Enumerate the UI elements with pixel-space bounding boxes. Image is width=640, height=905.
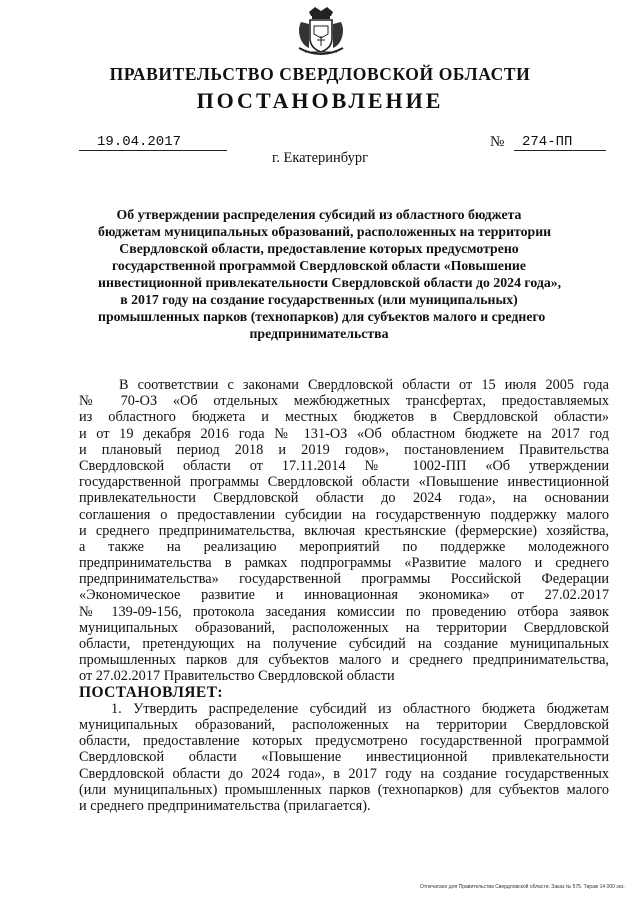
preamble-line: и от 19 декабря 2016 года № 131-ОЗ «Об областном бюджете на 2017 год	[79, 425, 609, 442]
title-line: бюджетам муниципальных образований, расположенных на территории	[98, 224, 552, 239]
preamble-line: а также на реализацию мероприятий по поддержке молодежного	[79, 538, 609, 555]
preamble-line: и плановый период 2018 и 2019 годов», постановлением Правительства	[79, 441, 609, 458]
item-1-line: (или муниципальных) промышленных парков (технопарков) для субъектов малого	[79, 781, 609, 798]
preamble-line: области, претендующих на получение субсидий на создание муниципальных	[79, 636, 609, 652]
item-1-line: и среднего предпринимательства (прилагается).	[79, 797, 371, 814]
preamble-line: и среднего предпринимательства, включая крестьянские (фермерские) хозяйства,	[79, 522, 609, 539]
preamble-line: соглашения о предоставлении субсидии на государственную поддержку малого	[79, 506, 609, 523]
preamble-line: муниципальных образований, расположенных на территории Свердловской	[79, 619, 609, 636]
city-line: г. Екатеринбург	[271, 150, 369, 166]
item-1-line: Свердловской области до 2024 года», в 2017 году на создание государственных	[79, 765, 609, 782]
preamble-line: В соответствии с законами Свердловской области от 15 июля 2005 года	[119, 377, 609, 393]
print-footer: Отпечатано для Правительства Свердловской области. Заказ № 575. Тираж 14 000 экз.	[420, 884, 625, 890]
document-date: 19.04.2017	[79, 134, 227, 151]
item-1-line: 1. Утвердить распределение субсидий из областного бюджета бюджетам	[111, 700, 609, 717]
title-line: Свердловской области, предоставление которых предусмотрено	[119, 241, 519, 256]
preamble-line: «Экономическое развитие и инновационная экономика» от 27.02.2017	[79, 587, 609, 604]
preamble-line: предпринимательства» государственной программы Российской Федерации	[79, 571, 609, 588]
document-type: ПОСТАНОВЛЕНИЕ	[196, 88, 444, 113]
preamble-line: предпринимательства в рамках подпрограммы «Развитие малого и среднего	[79, 555, 609, 572]
document-title	[98, 206, 562, 342]
item-1-line: муниципальных образований, расположенных на территории Свердловской	[79, 716, 609, 733]
title-line: инвестиционной привлекательности Свердловской области до 2024 года»,	[98, 275, 562, 290]
document-number: 274-ПП	[514, 134, 606, 151]
item-1-line: области, предоставление которых предусмотрено государственной программой	[79, 733, 609, 750]
title-line: в 2017 году на создание государственных (или муниципальных)	[120, 292, 518, 307]
preamble-line: привлекательности Свердловской области до 2024 года», на основании	[79, 490, 609, 507]
preamble-line: № 70-ОЗ «Об отдельных межбюджетных трансфертах, предоставляемых	[79, 393, 609, 410]
preamble-line: Свердловской области от 17.11.2014 № 1002-ПП «Об утверждении	[79, 457, 609, 474]
preamble-line: № 139-09-156, протокола заседания комиссии по проведению отбора заявок	[79, 603, 609, 620]
title-line: государственной программой Свердловской области «Повышение	[112, 258, 526, 273]
preamble-line: от 27.02.2017 Правительство Свердловской области	[79, 668, 395, 685]
document-body	[79, 377, 609, 814]
coat-of-arms-emblem	[295, 4, 347, 60]
resolves-heading: ПОСТАНОВЛЯЕТ:	[79, 683, 223, 701]
title-line: промышленных парков (технопарков) для субъектов малого и среднего	[98, 309, 546, 324]
title-line: предпринимательства	[249, 326, 389, 341]
preamble-line: из областного бюджета и местных бюджетов в Свердловской области»	[79, 409, 609, 426]
title-line: Об утверждении распределения субсидий из областного бюджета	[116, 207, 522, 222]
organization-title: ПРАВИТЕЛЬСТВО СВЕРДЛОВСКОЙ ОБЛАСТИ	[109, 64, 531, 84]
item-1-line: Свердловской области «Повышение инвестиционной привлекательности	[79, 749, 609, 766]
preamble-line: государственной программы Свердловской области «Повышение инвестиционной	[79, 474, 609, 491]
number-sign: №	[490, 134, 505, 150]
preamble-line: промышленных парков для субъектов малого и среднего предпринимательства,	[79, 652, 609, 669]
